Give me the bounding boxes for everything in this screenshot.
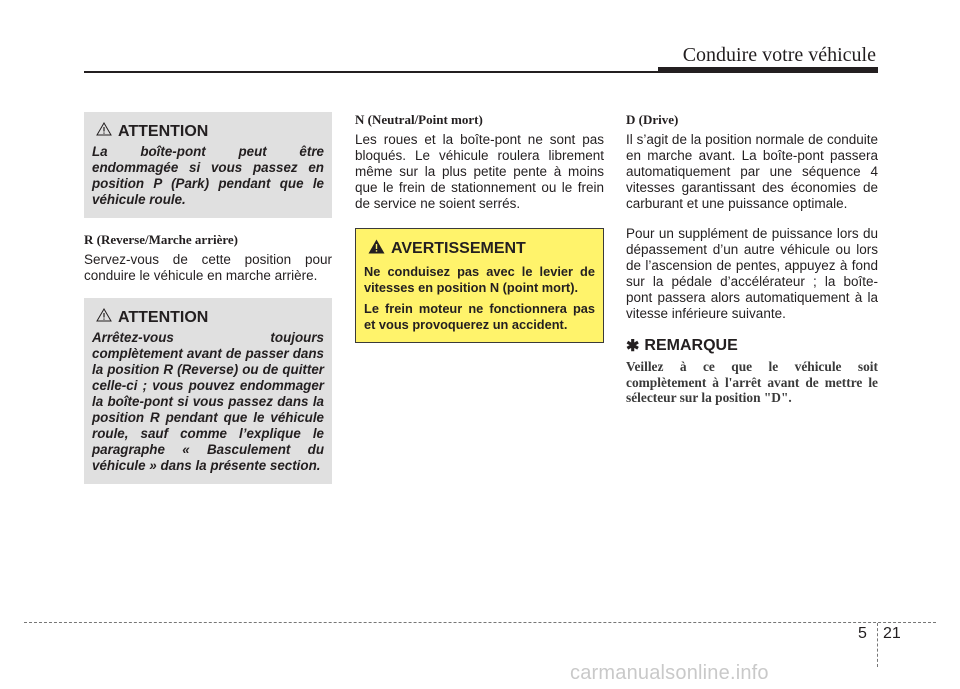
- caution-triangle-icon: [96, 122, 112, 141]
- column-middle: [355, 112, 604, 343]
- column-left: [84, 112, 332, 498]
- warning-title: AVERTISSEMENT: [391, 240, 526, 257]
- page-header-title: Conduire votre véhicule: [682, 44, 876, 66]
- drive-description-1: Il s’agit de la position normale de conduite en marche avant. La boîte-pont passera automatiquement par une séquence 4 vitesses garantissant des économies de carburant et une puissance optimale.: [626, 132, 878, 211]
- column-right: [626, 112, 878, 406]
- caution-box-park: [84, 112, 332, 218]
- warning-box: [355, 228, 604, 343]
- section-number: 5: [858, 625, 867, 642]
- header-rule-accent: [658, 67, 878, 72]
- warning-triangle-icon: [368, 239, 385, 259]
- note-star-icon: ✱: [626, 338, 640, 355]
- warning-text-2: Le frein moteur ne fonctionnera pas et vous provoquerez un accident.: [364, 301, 595, 332]
- caution-text: Arrêtez-vous toujours complètement avant de passer dans la position R (Reverse) ou de quitter celle-ci ; vous pouvez endommager la boîte-pont si vous passez dans la position R pendant que le véhicule roule, sauf comme l’explique le paragraphe « Basculement du véhicule » dans la présente section.: [92, 330, 324, 473]
- watermark-text: carmanualsonline.info: [570, 662, 769, 684]
- footer-rule: [24, 622, 936, 623]
- drive-description-2: Pour un supplément de puissance lors du dépassement d’un autre véhicule ou lors de l’ascension de pentes, appuyez à fond sur la pédale d’accélérateur ; la boîte-pont passera alors automatiquement à la vitesse inférieure suivante.: [626, 226, 878, 321]
- caution-text: La boîte-pont peut être endommagée si vous passez en position P (Park) pendant que le véhicule roule.: [92, 144, 324, 207]
- note-title: REMARQUE: [644, 337, 738, 354]
- caution-triangle-icon: [96, 308, 112, 327]
- neutral-description: Les roues et la boîte-pont ne sont pas bloqués. Le véhicule roulera librement même sur la plus petite pente à moins que le frein de stationnement ou le frein de service ne soient serrés.: [355, 132, 604, 211]
- note-text: Veillez à ce que le véhicule soit complètement à l'arrêt avant de mettre le sélecteur sur la position "D".: [626, 359, 878, 405]
- warning-text-1: Ne conduisez pas avec le levier de vitesses en position N (point mort).: [364, 264, 595, 295]
- page-number: 21: [883, 625, 901, 642]
- caution-title: ATTENTION: [118, 308, 209, 326]
- reverse-description: Servez-vous de cette position pour conduire le véhicule en marche arrière.: [84, 252, 332, 283]
- caution-title: ATTENTION: [118, 122, 209, 140]
- caution-box-reverse: [84, 298, 332, 484]
- section-heading-neutral: N (Neutral/Point mort): [355, 112, 483, 127]
- section-heading-reverse: R (Reverse/Marche arrière): [84, 232, 238, 247]
- section-heading-drive: D (Drive): [626, 112, 679, 127]
- footer-divider: [877, 623, 878, 667]
